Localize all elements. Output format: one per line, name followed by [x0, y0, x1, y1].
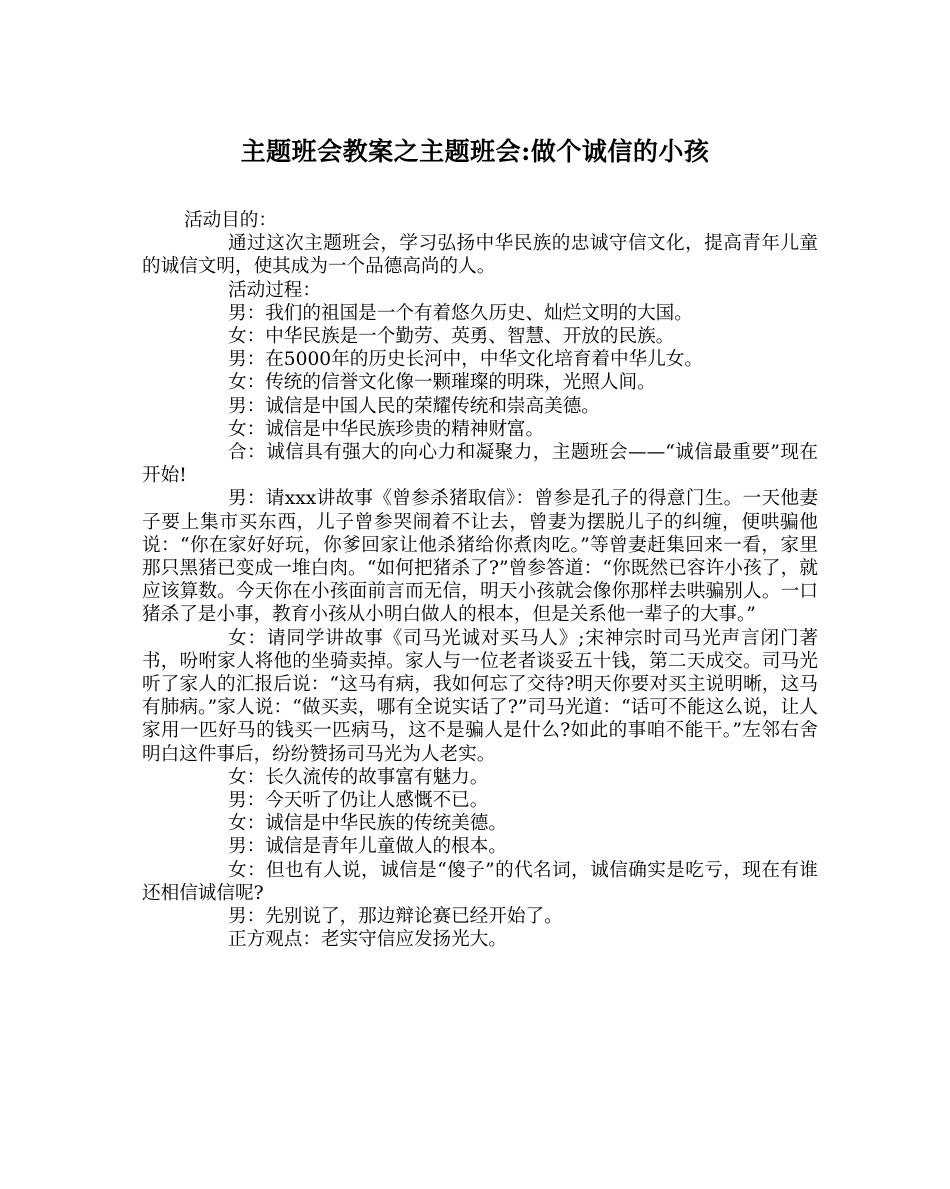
paragraph: 男：诚信是中国人民的荣耀传统和崇高美德。 [228, 395, 600, 417]
document-body [142, 209, 818, 952]
paragraph: 男：在5000年的历史长河中，中华文化培育着中华儿女。 [228, 349, 703, 371]
paragraph: 男：先别说了，那边辩论赛已经开始了。 [228, 906, 563, 928]
paragraph: 男：今天听了仍让人感慨不已。 [228, 790, 489, 812]
paragraph: 女：但也有人说，诚信是“傻子”的代名词，诚信确实是吃亏，现在有谁还相信诚信呢? [142, 859, 818, 904]
paragraph: 男：诚信是青年儿童做人的根本。 [228, 836, 507, 858]
paragraph: 活动过程： [228, 279, 321, 301]
paragraph: 合：诚信具有强大的向心力和凝聚力，主题班会——“诚信最重要”现在开始! [142, 442, 818, 487]
paragraph: 女：中华民族是一个勤劳、英勇、智慧、开放的民族。 [228, 326, 675, 348]
paragraph: 男：我们的祖国是一个有着悠久历史、灿烂文明的大国。 [228, 302, 693, 324]
paragraph: 男：请xxx讲故事《曾参杀猪取信》：曾参是孔子的得意门生。一天他妻子要上集市买东西，儿子曾参哭闹着不让去，曾妻为摆脱儿子的纠缠，便哄骗他说：“你在家好好玩，你爹回家让他杀猪给你煮肉吃。”等曾妻赶集回来一看，家里那只黑猪已变成一堆白肉。“如何把猪杀了?”曾参答道：“你既然已容许小孩了，就应该算数。今天你在小孩面前言而无信，明天小孩就会像你那样去哄骗别人。一口猪杀了是小事，教育小孩从小明白做人的根本，但是关系他一辈子的大事。” [142, 488, 818, 626]
paragraph: 女：请同学讲故事《司马光诚对买马人》;宋神宗时司马光声言闭门著书，吩咐家人将他的坐骑卖掉。家人与一位老者谈妥五十钱，第二天成交。司马光听了家人的汇报后说：“这马有病，我如何忘了交待?明天你要对买主说明晰，这马有肺病。”家人说：“做买卖，哪有全说实话了?”司马光道：“话可不能这么说，让人家用一匹好马的钱买一匹病马，这不是骗人是什么?如此的事咱不能干。”左邻右舍明白这件事后，纷纷赞扬司马光为人老实。 [142, 627, 818, 765]
document-title: 主题班会教案之主题班会:做个诚信的小孩 [240, 137, 710, 166]
paragraph: 女：长久流传的故事富有魅力。 [228, 766, 489, 788]
paragraph: 通过这次主题班会，学习弘扬中华民族的忠诚守信文化，提高青年儿童的诚信文明，使其成为一个品德高尚的人。 [142, 233, 818, 278]
paragraph: 女：传统的信誉文化像一颗璀璨的明珠，光照人间。 [228, 372, 656, 394]
paragraph: 女：诚信是中华民族的传统美德。 [228, 813, 507, 835]
paragraph: 正方观点：老实守信应发扬光大。 [228, 929, 507, 951]
paragraph: 女：诚信是中华民族珍贵的精神财富。 [228, 418, 545, 440]
paragraph: 活动目的： [184, 210, 277, 231]
